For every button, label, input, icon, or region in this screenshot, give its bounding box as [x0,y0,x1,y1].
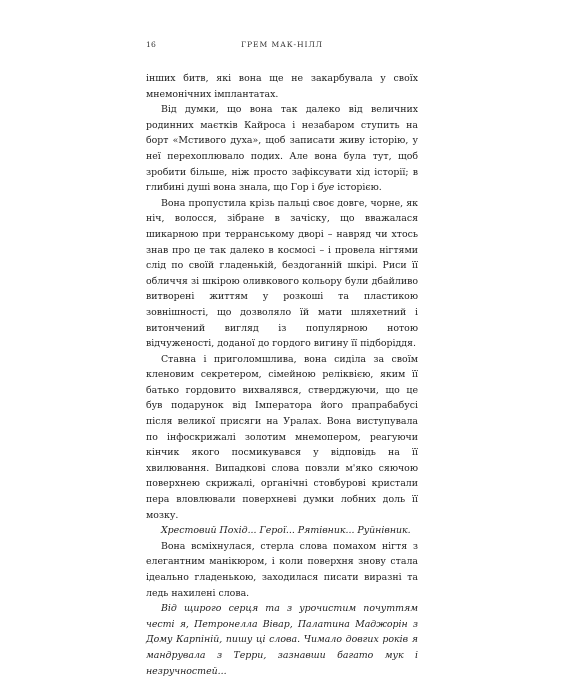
paragraph-text: Вона всміхнулася, стерла слова помахом нігтя з елегантним манікюром, і коли поверхня знову стала ідеально гладенькою, заходилася писати виразні та ледь нахилені слова. [146,540,418,599]
paragraph-7-italic [146,601,418,679]
page-number: 16 [146,40,157,49]
paragraph-3 [146,196,418,352]
paragraph-text-tail: історією. [334,182,382,194]
paragraph-1 [146,71,418,102]
italic-paragraph: Від щирого серця та з урочистим почуттям честі я, Петронелла Вівар, Палатина Маджорін з Дому Карпіній, пишу ці слова. Чимало довгих років я мандрувала з Терри, зазнавши багато мук і незручностей... [146,603,418,677]
paragraph-text: Від думки, що вона так далеко від величних родинних маєтків Кайроса і незабаром ступить на борт «Мстивого духа», щоб записати живу історію, у неї перехоплювало подих. Але вона була тут, щоб зробити більше, ніж просто зафіксувати хід історії; в глибині душі вона знала, що Гор і [146,104,418,194]
paragraph-4 [146,352,418,524]
paragraph-6 [146,539,418,601]
paragraph-text: Ставна і приголомшлива, вона сиділа за своїм кленовим секретером, сімейною реліквією, яким її батько гордовито вихвалявся, стверджуючи, що це був подарунок від Імператора його прапрабабусі після великої присяги на Уралах. Вона виступувала по інфоскрижалі золотим мнемопером, реагуючи кінчик якого посмикувався у відповідь на її хвилювання. Випадкові слова повзли м'яко сяючою поверхнею скрижалі, органічні стовбурові кристали пера вловлювали поверхневі думки лобних доль її мозку. [146,353,418,521]
paragraph-2 [146,102,418,196]
paragraph-5-italic [146,523,418,539]
paragraph-text: Вона пропустила крізь пальці своє довге, чорне, як ніч, волосся, зібране в зачіску, що вважалася шикарною при терранському дворі – навряд чи хтось знав про це так далеко в космосі – і провела нігтями слід по своїй гладенькій, бездоганній шкірі. Риси її обличчя зі шкірою оливкового кольору були дбайливо витворені життям у розкоші та пластикою зовнішності, що дозволяло їй мати шляхетний і витончений вигляд із популярною нотою відчуженості, доданої до гордого вигину її підборіддя. [146,197,418,350]
body-text [146,71,418,679]
page-header [146,40,418,52]
paragraph-text: інших битв, які вона ще не закарбувала у своїх мнемонічних імплантатах. [146,73,418,100]
italic-line: Хрестовий Похід... Герої... Рятівник... Руйнівник. [161,525,411,537]
italic-word: буе [317,182,335,194]
running-head: ГРЕМ МАК-НІЛЛ [241,40,323,49]
